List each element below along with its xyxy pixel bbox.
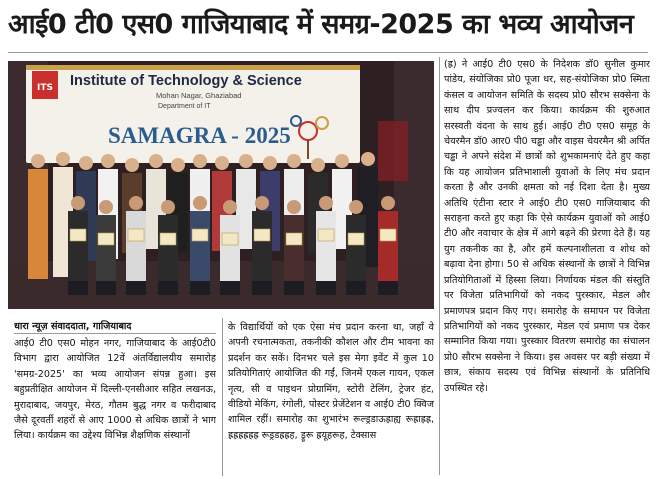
banner-title: SAMAGRA - 2025 xyxy=(108,123,291,148)
article-column-1: आई0 टी0 एस0 मोहन नगर, गाजियाबाद के आई0टी0 विभाग द्वारा आयोजित 12वें अंतर्विद्यालयीय समारोह 'समग्र-2025' का भव्य आयोजन संपन्न हुआ। इस बहुप्रतीक्षित आयोजन में दिल्ली-एनसीआर सहित लखनऊ, मुरादाबाद, जयपुर, मेरठ, गौतम बुद्ध नगर व फरीदाबाद जैसे दूरवर्ती शहरों से आए 1000 से अधिक छात्रों ने भाग लिया। कार्यक्रम का उद्देश्य विभिन्न शैक्षणिक संस्थानों xyxy=(14,338,216,442)
column-divider xyxy=(439,57,440,475)
article-column-2: के विद्यार्थियों को एक ऐसा मंच प्रदान करना था, जहाँ वे अपनी रचनात्मकता, तकनीकी कौशल और टीम भावना का प्रदर्शन कर सकें। दिनभर चले इस मेगा इवेंट में कुल 10 प्रतियोगिताएं आयोजित की गईं, जिनमें एकल गायन, एकल नृत्य, सी व पाइथन प्रोग्रामिंग, स्टोरी टेलिंग, ट्रेजर हंट, वीडियो मेकिंग, रंगोली, पोस्टर प्रेजेंटेशन व आई0 टी0 क्विज शामिल रहीं। समारोह का शुभारंभ रूल्ड्रडाऊह्राह्य रूह्राह्रह्र, ह्रह्रह्रह्रह्रह्र रूड्रडह्रह्रह, ड्रूरू ह्रयूहरूह, टेक्सास xyxy=(228,322,434,441)
column-divider-2 xyxy=(222,318,223,476)
byline: धारा न्यूज़ संवाददाता, गाजियाबाद xyxy=(14,321,132,332)
event-photo-illustration xyxy=(8,61,434,309)
banner-institute: Institute of Technology & Science xyxy=(70,73,302,89)
banner-department: Department of IT xyxy=(158,103,211,110)
article-column-right: (ह्र) ने आई0 टी0 एस0 के निदेशक डॉ0 सुनील कुमार पांडेय, संयोजिका प्रो0 पूजा धर, सह-संयोजिका प्रो0 स्मिता कंसल व आयोजन समिति के सदस्य प्रो0 सौरभ सक्सेना के साथ दीप प्रज्वलन कर किया। कार्यक्रम की शुरुआत सरस्वती वंदना के साथ हुई। आई0 टी0 एस0 समूह के चेयरमैन डॉ0 आर0 पी0 चड्ढा और वाइस चेयरमैन श्री अर्पित चड्ढा ने अपने संदेश में छात्रों को शुभकामनाएं देते हुए कहा कि यह आयोजन प्रतिभाशाली युवाओं के लिए मंच प्रदान करता है और उनकी क्षमता को नई दिशा देता है। मुख्य अतिथि एंटीना स्टार ने आई0 टी0 एस0 गाजियाबाद की सराहना करते हुए कहा कि ऐसे कार्यक्रम युवाओं को आई0 टी0 और नवाचार के क्षेत्र में आगे बढ़ने की प्रेरणा देते हैं। यह युग तकनीक का है, और हमें कल्पनाशीलता व शोध को बढ़ावा देना होगा। 50 से अधिक संस्थानों के छात्रों ने विभिन्न प्रतियोगिताओं में हिस्सा लिया। निर्णायक मंडल की संस्तुति पर विजेता प्रतिभागियों को नकद पुरस्कार, मेडल और प्रमाणपत्र प्रदान किए गए। समारोह के समापन पर विजेता प्रतिभागियों को नकद पुरस्कार, मेडल एवं प्रमाण पत्र देकर सम्मानित किया गया। पुरस्कार वितरण समारोह का संचालन प्रो0 सौरभ सक्सेना ने किया। इस अवसर पर बड़ी संख्या में छात्र, संकाय सदस्य एवं विभिन्न संस्थानों के प्रतिनिधि उपस्थित रहे। xyxy=(444,59,650,394)
headline-divider xyxy=(8,52,648,53)
article-headline: आई0 टी0 एस0 गाजियाबाद में समग्र-2025 का भव्य आयोजन xyxy=(8,9,634,40)
logo-text: ITS xyxy=(37,83,53,93)
byline-divider xyxy=(14,333,216,334)
event-photo xyxy=(8,61,434,309)
banner-address: Mohan Nagar, Ghaziabad xyxy=(156,91,242,100)
